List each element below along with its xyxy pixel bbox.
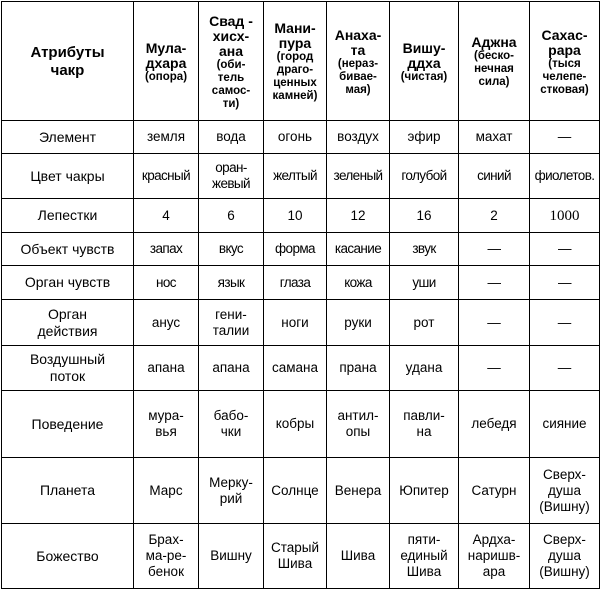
table-cell: — (459, 266, 530, 300)
table-cell: бабо- чки (199, 391, 264, 458)
table-cell: самана (264, 346, 327, 391)
table-cell: анус (134, 300, 199, 346)
column-meaning: (опора) (144, 70, 188, 83)
table-cell: зеленый (327, 154, 390, 199)
table-cell: фиолетов. (530, 154, 600, 199)
table-cell: — (530, 266, 600, 300)
column-header (530, 2, 600, 121)
column-header (459, 2, 530, 121)
table-cell: апана (134, 346, 199, 391)
table-cell: звук (390, 233, 459, 266)
table-cell: — (459, 233, 530, 266)
table-cell: кожа (327, 266, 390, 300)
column-name: Мани- пура (274, 20, 316, 51)
table-cell: — (459, 300, 530, 346)
column-name: Аджна (471, 34, 517, 50)
table-cell: махат (459, 121, 530, 154)
row-label: Лепестки (2, 199, 134, 233)
column-name: Вишу- ддха (402, 39, 446, 71)
table-cell: — (530, 300, 600, 346)
table-cell: сияние (530, 391, 600, 458)
table-cell: синий (459, 154, 530, 199)
table-cell: Сверх- душа (Вишну) (530, 458, 600, 524)
table-cell: глаза (264, 266, 327, 300)
table-cell: оран- жевый (199, 154, 264, 199)
table-cell: Брах- ма-ре- бенок (134, 524, 199, 589)
table-cell: Марс (134, 458, 199, 524)
table-cell: павли- на (390, 391, 459, 458)
table-cell: Юпитер (390, 458, 459, 524)
table-cell: красный (134, 154, 199, 199)
table-cell: Старый Шива (264, 524, 327, 589)
table-cell: 4 (134, 199, 199, 233)
row-element (2, 121, 600, 154)
table-cell: 10 (264, 199, 327, 233)
table-cell: — (459, 346, 530, 391)
table-cell: 2 (459, 199, 530, 233)
table-cell: форма (264, 233, 327, 266)
header-row (2, 2, 600, 121)
column-name: Анаха- та (334, 26, 382, 58)
column-header (327, 2, 390, 121)
table-cell: касание (327, 233, 390, 266)
table-cell: лебедя (459, 391, 530, 458)
table-cell: Сверх- душа (Вишну) (530, 524, 600, 589)
table-cell: язык (199, 266, 264, 300)
table-cell: 6 (199, 199, 264, 233)
row-sense-object (2, 233, 600, 266)
row-label: Воздушный поток (2, 346, 134, 391)
table-cell: — (530, 233, 600, 266)
table-cell: Мерку- рий (199, 458, 264, 524)
row-behavior (2, 391, 600, 458)
row-petals (2, 199, 600, 233)
table-cell: 1000 (530, 199, 600, 233)
table-cell: — (530, 346, 600, 391)
column-meaning: (нераз- бивае- мая) (337, 57, 379, 96)
table-cell: Солнце (264, 458, 327, 524)
table-cell: гени- талии (199, 300, 264, 346)
table-cell: — (530, 121, 600, 154)
column-name: Сахас- рара (541, 26, 588, 58)
table-cell: рот (390, 300, 459, 346)
table-cell: эфир (390, 121, 459, 154)
corner-header (2, 2, 134, 121)
column-header (199, 2, 264, 121)
row-air-flow (2, 346, 600, 391)
table-cell: Сатурн (459, 458, 530, 524)
row-sense-organ (2, 266, 600, 300)
table-cell: голубой (390, 154, 459, 199)
chakra-attributes-table (1, 1, 600, 589)
row-deity (2, 524, 600, 589)
table-cell: вода (199, 121, 264, 154)
table-cell: антил- опы (327, 391, 390, 458)
table-cell: Вишну (199, 524, 264, 589)
row-action-organ (2, 300, 600, 346)
table-cell: прана (327, 346, 390, 391)
table-cell: земля (134, 121, 199, 154)
table-cell: желтый (264, 154, 327, 199)
table-cell: кобры (264, 391, 327, 458)
row-label: Элемент (2, 121, 134, 154)
row-planet (2, 458, 600, 524)
table-cell: 12 (327, 199, 390, 233)
table-cell: воздух (327, 121, 390, 154)
column-header (134, 2, 199, 121)
table-cell: уши (390, 266, 459, 300)
table-cell: огонь (264, 121, 327, 154)
row-label: Орган действия (2, 300, 134, 346)
table-cell: апана (199, 346, 264, 391)
table-cell: руки (327, 300, 390, 346)
table-cell: Шива (327, 524, 390, 589)
column-header (390, 2, 459, 121)
column-meaning: (оби- тель самос- ти) (211, 58, 251, 110)
table-cell: вкус (199, 233, 264, 266)
row-label: Планета (2, 458, 134, 524)
table-cell: пяти- единый Шива (390, 524, 459, 589)
row-label: Объект чувств (2, 233, 134, 266)
row-label: Орган чувств (2, 266, 134, 300)
table-cell: удана (390, 346, 459, 391)
column-name: Свад - хисх- ана (209, 12, 253, 59)
column-meaning: (беско- нечная сила) (473, 50, 515, 88)
table-cell: ноги (264, 300, 327, 346)
column-meaning: (чистая) (400, 70, 448, 83)
row-chakra-color (2, 154, 600, 199)
row-label: Цвет чакры (2, 154, 134, 199)
column-meaning: (город драго- ценных камней) (272, 51, 318, 102)
table-cell: запах (134, 233, 199, 266)
column-header (264, 2, 327, 121)
table-body (2, 121, 600, 589)
corner-header-text: Атрибуты чакр (30, 44, 105, 79)
column-meaning: (тыся челепе- стковая) (540, 57, 589, 96)
column-name: Мула- дхара (145, 39, 187, 71)
table-cell: нос (134, 266, 199, 300)
table-cell: мура- вья (134, 391, 199, 458)
table-cell: Венера (327, 458, 390, 524)
row-label: Поведение (2, 391, 134, 458)
table-cell: 16 (390, 199, 459, 233)
row-label: Божество (2, 524, 134, 589)
table-cell: Ардха- наришв- ара (459, 524, 530, 589)
